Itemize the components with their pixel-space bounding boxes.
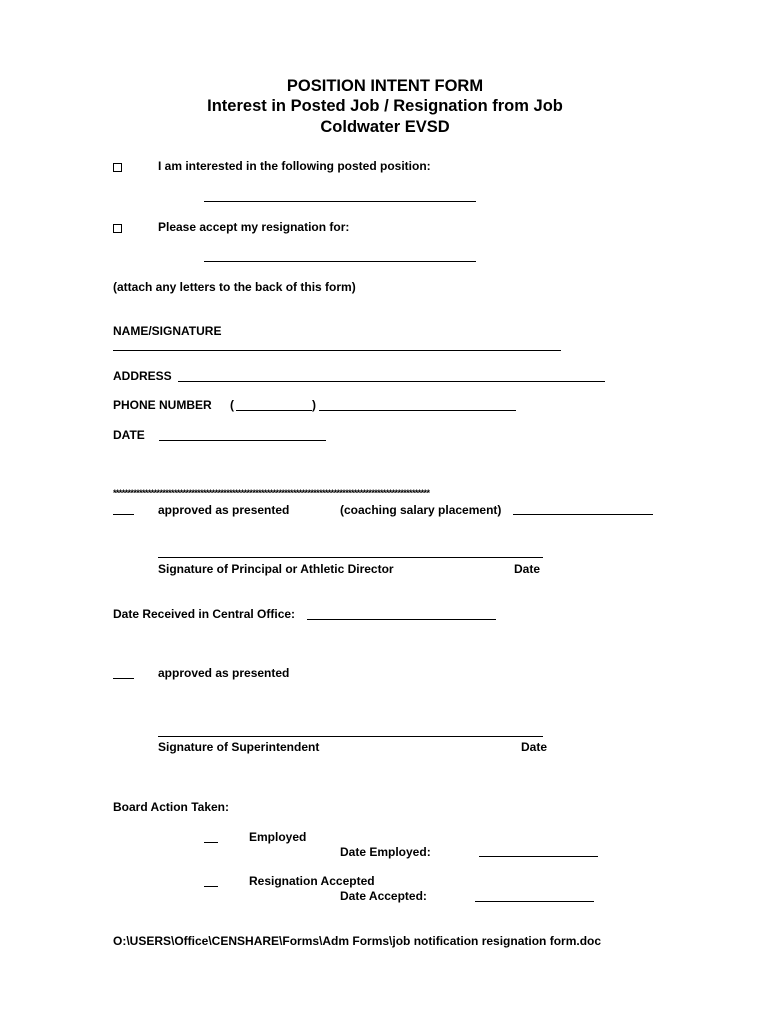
date-received-label: Date Received in Central Office: <box>113 607 296 621</box>
phone-label: PHONE NUMBER <box>113 398 212 412</box>
coaching-salary-label: (coaching salary placement) <box>340 503 502 517</box>
coaching-salary-line[interactable] <box>513 514 653 515</box>
principal-signature-line[interactable] <box>158 557 543 558</box>
phone-paren-close: ) <box>312 398 316 412</box>
principal-approval-blank[interactable] <box>113 514 134 515</box>
superintendent-approved-label: approved as presented <box>158 666 290 680</box>
resignation-accepted-label: Resignation Accepted <box>249 874 375 888</box>
employed-label: Employed <box>249 830 307 844</box>
name-signature-line[interactable] <box>113 350 561 351</box>
principal-approved-label: approved as presented <box>158 503 290 517</box>
date-label: DATE <box>113 428 145 442</box>
employed-blank[interactable] <box>204 842 218 843</box>
date-line[interactable] <box>159 440 326 441</box>
phone-number-line[interactable] <box>319 410 516 411</box>
interest-label: I am interested in the following posted position: <box>158 159 431 173</box>
board-action-heading: Board Action Taken: <box>113 800 230 814</box>
principal-date-label: Date <box>514 562 541 576</box>
superintendent-date-label: Date <box>521 740 548 754</box>
name-signature-label: NAME/SIGNATURE <box>113 324 222 338</box>
posted-position-line[interactable] <box>204 201 476 202</box>
date-accepted-label: Date Accepted: <box>340 889 427 903</box>
address-line[interactable] <box>178 381 605 382</box>
form-title: POSITION INTENT FORM <box>286 77 484 95</box>
superintendent-signature-line[interactable] <box>158 736 543 737</box>
resignation-position-line[interactable] <box>204 261 476 262</box>
superintendent-approval-blank[interactable] <box>113 678 134 679</box>
resignation-accepted-blank[interactable] <box>204 886 218 887</box>
date-employed-label: Date Employed: <box>340 845 431 859</box>
interest-checkbox[interactable] <box>113 163 122 172</box>
resignation-checkbox[interactable] <box>113 224 122 233</box>
date-employed-line[interactable] <box>479 856 598 857</box>
date-accepted-line[interactable] <box>475 901 594 902</box>
address-label: ADDRESS <box>113 369 172 383</box>
resignation-label: Please accept my resignation for: <box>158 220 350 234</box>
attach-note: (attach any letters to the back of this form) <box>113 280 356 294</box>
superintendent-signature-label: Signature of Superintendent <box>158 740 320 754</box>
phone-area-code-line[interactable] <box>236 410 312 411</box>
phone-paren-open: ( <box>230 398 234 412</box>
district-name: Coldwater EVSD <box>320 118 450 136</box>
file-path-footer: O:\USERS\Office\CENSHARE\Forms\Adm Forms\job notification resignation form.doc <box>113 934 602 948</box>
principal-signature-label: Signature of Principal or Athletic Director <box>158 562 394 576</box>
section-divider: ************************************************************************************************************* <box>113 488 430 498</box>
form-subtitle: Interest in Posted Job / Resignation from Job <box>207 97 563 115</box>
date-received-line[interactable] <box>307 619 496 620</box>
